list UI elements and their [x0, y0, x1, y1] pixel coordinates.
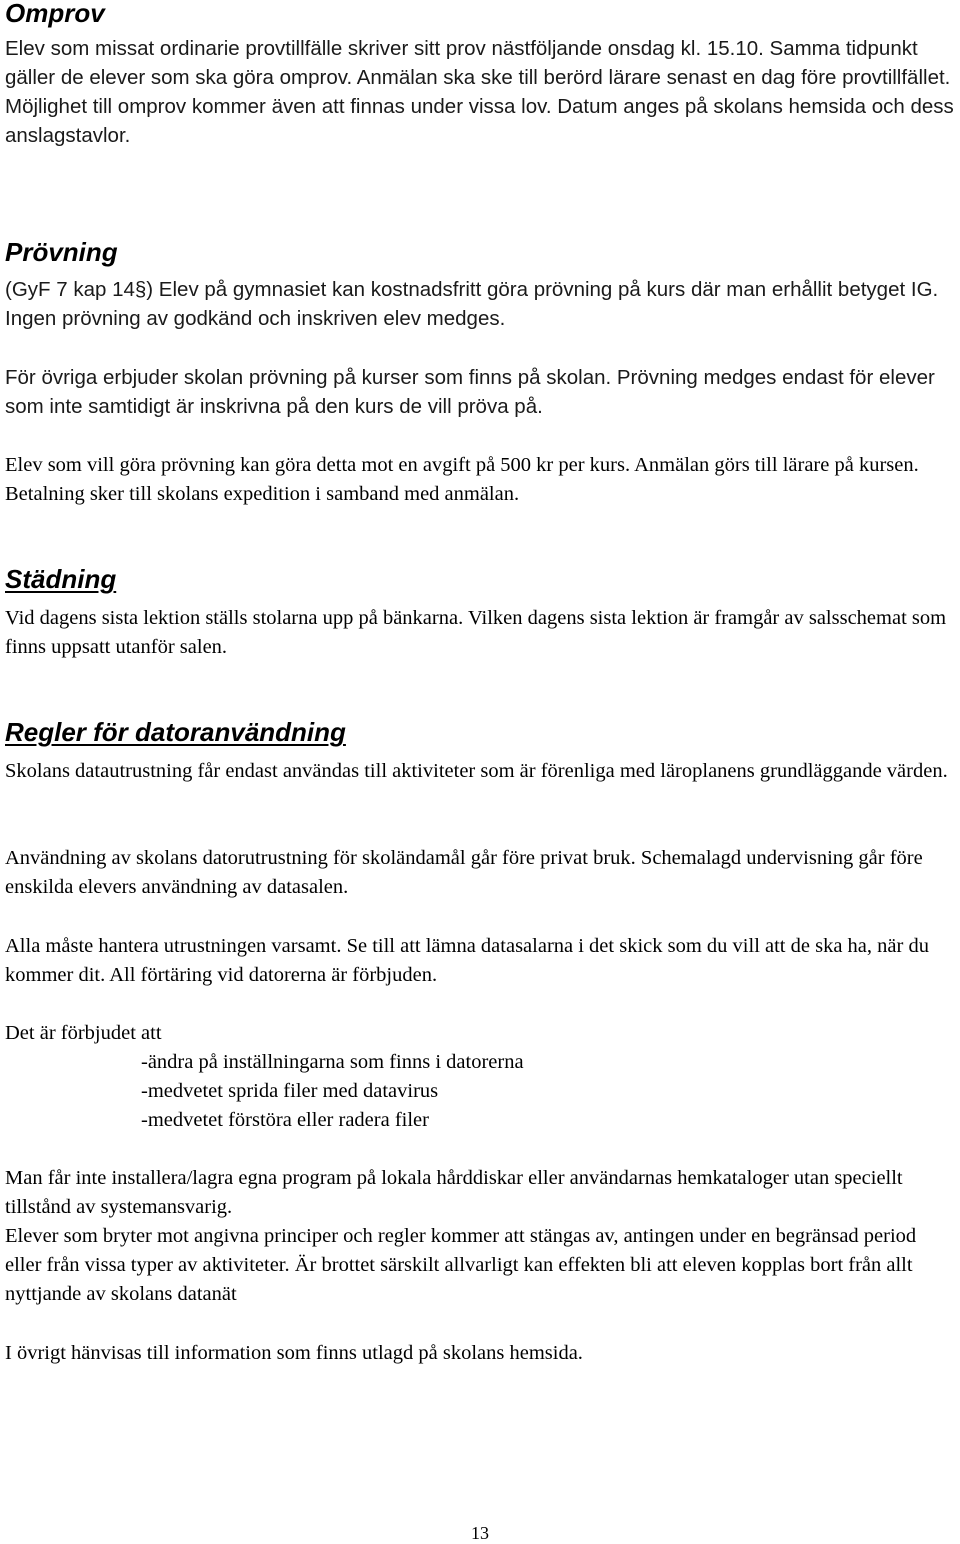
forbjudet-list-item: -ändra på inställningarna som finns i datorerna [141, 1051, 524, 1073]
forbjudet-intro: Det är förbjudet att [5, 1022, 162, 1044]
provning-paragraph-2: För övriga erbjuder skolan prövning på kurser som finns på skolan. Prövning medges endast för elever som inte samtidigt är inskrivna på den kurs de vill pröva på. [5, 366, 935, 418]
stadning-paragraph: Vid dagens sista lektion ställs stolarna upp på bänkarna. Vilken dagens sista lektion är framgår av salsschemat som finns uppsatt utanför salen. [5, 607, 947, 658]
heading-omprov: Omprov [5, 0, 105, 28]
omprov-paragraph: Elev som missat ordinarie provtillfälle skriver sitt prov nästföljande onsdag kl. 15.10. Samma tidpunkt gäller de elever som ska göra omprov. Anmälan ska ske till berörd lärare senast en dag före provtillfället. Möjlighet till omprov kommer även att finnas under vissa lov. Datum anges på skolans hemsida och dess anslagstavlor. [5, 37, 954, 147]
forbjudet-list-item: -medvetet förstöra eller radera filer [141, 1109, 429, 1131]
provning-paragraph-3: Elev som vill göra prövning kan göra detta mot en avgift på 500 kr per kurs. Anmälan görs till lärare på kursen. Betalning sker till skolans expedition i samband med anmälan. [5, 454, 919, 505]
regler-paragraph-3: Alla måste hantera utrustningen varsamt. Se till att lämna datasalarna i det skick som du vill att de ska ha, när du kommer dit. All förtäring vid datorerna är förbjuden. [5, 935, 929, 986]
regler-paragraph-5: Elever som bryter mot angivna principer och regler kommer att stängas av, antingen under en begränsad period eller från vissa typer av aktiviteter. Är brottet särskilt allvarligt kan effekten bli att eleven kopplas bort från allt nyttjande av skolans datanät [5, 1225, 917, 1305]
provning-paragraph-1: (GyF 7 kap 14§) Elev på gymnasiet kan kostnadsfritt göra prövning på kurs där man erhållit betyget IG. Ingen prövning av godkänd och inskriven elev medges. [5, 278, 939, 330]
regler-paragraph-2: Användning av skolans datorutrustning för skoländamål går före privat bruk. Schemalagd undervisning går före enskilda elevers användning av datasalen. [5, 847, 923, 898]
heading-provning: Prövning [5, 237, 118, 267]
regler-paragraph-6: I övrigt hänvisas till information som finns utlagd på skolans hemsida. [5, 1342, 583, 1364]
forbjudet-list-item: -medvetet sprida filer med datavirus [141, 1080, 439, 1102]
regler-paragraph-1: Skolans datautrustning får endast användas till aktiviteter som är förenliga med läroplanens grundläggande värden. [5, 760, 948, 782]
page-number: 13 [471, 1523, 489, 1543]
heading-stadning: Städning [5, 564, 117, 594]
heading-regler: Regler för datoranvändning [5, 717, 346, 747]
regler-paragraph-4: Man får inte installera/lagra egna program på lokala hårddiskar eller användarnas hemkataloger utan speciellt tillstånd av systemansvarig. [5, 1167, 903, 1218]
